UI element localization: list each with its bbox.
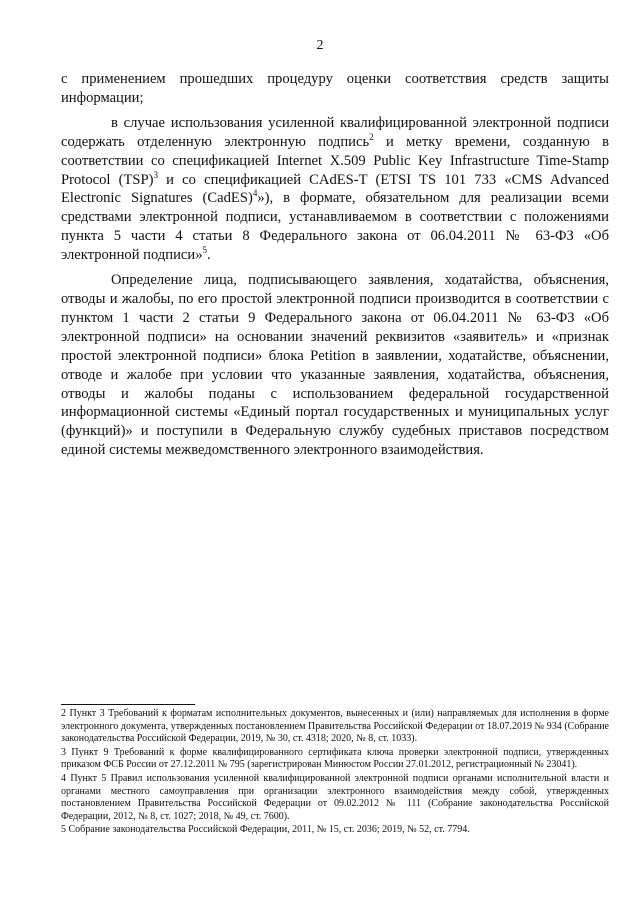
paragraph-2-text-4: .	[207, 247, 211, 264]
footnote-separator	[61, 704, 195, 705]
paragraph-2-text-3: »), в формате, обязательном для реализации всеми средствами электронной подписи, устанавливаемом в соответствии с положениями пункта 5 части 4 статьи 8 Федерального закона от 06.04.2011 № 63-ФЗ «Об электронной подписи»	[61, 190, 609, 264]
footnote-4: 4 Пункт 5 Правил использования усиленной квалифицированной электронной подписи органами исполнительной власти и органами местного самоуправления при организации электронного взаимодействия между собой, утвержденных постановлением Правительства Российской Федерации от 09.02.2012 № 111 (Собрание законодательства Российской Федерации, 2012, № 8, ст. 1027; 2018, № 49, ст. 7600).	[61, 772, 609, 822]
paragraph-2-text-1: и метку времени, созданную в соответствии со спецификацией Internet X.509 Public Key Infrastructure Time-Stamp Protocol (TSP)	[61, 133, 610, 188]
footnote-ref-5: 5	[202, 245, 207, 256]
paragraph-1: с применением прошедших процедуру оценки соответствия средств защиты информации;	[61, 71, 609, 106]
footnote-5: 5 Собрание законодательства Российской Федерации, 2011, № 15, ст. 2036; 2019, № 52, ст. 7794.	[61, 824, 470, 836]
footnote-ref-2: 2	[369, 131, 374, 142]
page-number: 2	[316, 38, 324, 53]
footnote-3: 3 Пункт 9 Требований к форме квалифицированного сертификата ключа проверки электронной подписи, утвержденных приказом ФСБ России от 27.12.2011 № 795 (зарегистрирован Минюстом России 27.01.2012, регистрационный № 23041).	[61, 746, 609, 771]
footnote-ref-3: 3	[153, 169, 158, 180]
paragraph-3: Определение лица, подписывающего заявления, ходатайства, объяснения, отводы и жалобы, по его простой электронной подписи производится в соответствии с пунктом 1 части 2 статьи 9 Федерального закона от 06.04.2011 № 63-ФЗ «Об электронной подписи» на основании значений реквизитов «заявитель» и «признак простой электронной подписи» блока Petition в заявлении, ходатайстве, объяснении, отводе и жалобе при условии что указанные заявления, ходатайства, объяснения, отводы и жалобы поданы с использованием федеральной государственной информационной системы «Единый портал государственных и муниципальных услуг (функций)» и поступили в Федеральную службу судебных приставов посредством единой системы межведомственного электронного взаимодействия.	[61, 272, 609, 459]
footnotes	[61, 708, 609, 838]
paragraph-2-lead: в случае использования усиленной квалифицированной электронной подписи содержать отделенную электронную подпись	[61, 114, 609, 150]
body-text	[61, 70, 609, 466]
footnote-2: 2 Пункт 3 Требований к форматам исполнительных документов, вынесенных и (или) направляемых для исполнения в форме электронного документа, утвержденных постановлением Правительства Российской Федерации от 18.07.2019 № 934 (Собрание законодательства Российской Федерации, 2019, № 30, ст. 4318; 2020, № 8, ст. 1033).	[61, 708, 609, 745]
footnote-ref-4: 4	[252, 188, 258, 199]
paragraph-2	[61, 114, 609, 265]
paragraph-2-text-2: и со спецификацией CAdES-T (ETSI TS 101 733 «CMS Advanced Electronic Signatures (CadES)	[61, 171, 610, 207]
